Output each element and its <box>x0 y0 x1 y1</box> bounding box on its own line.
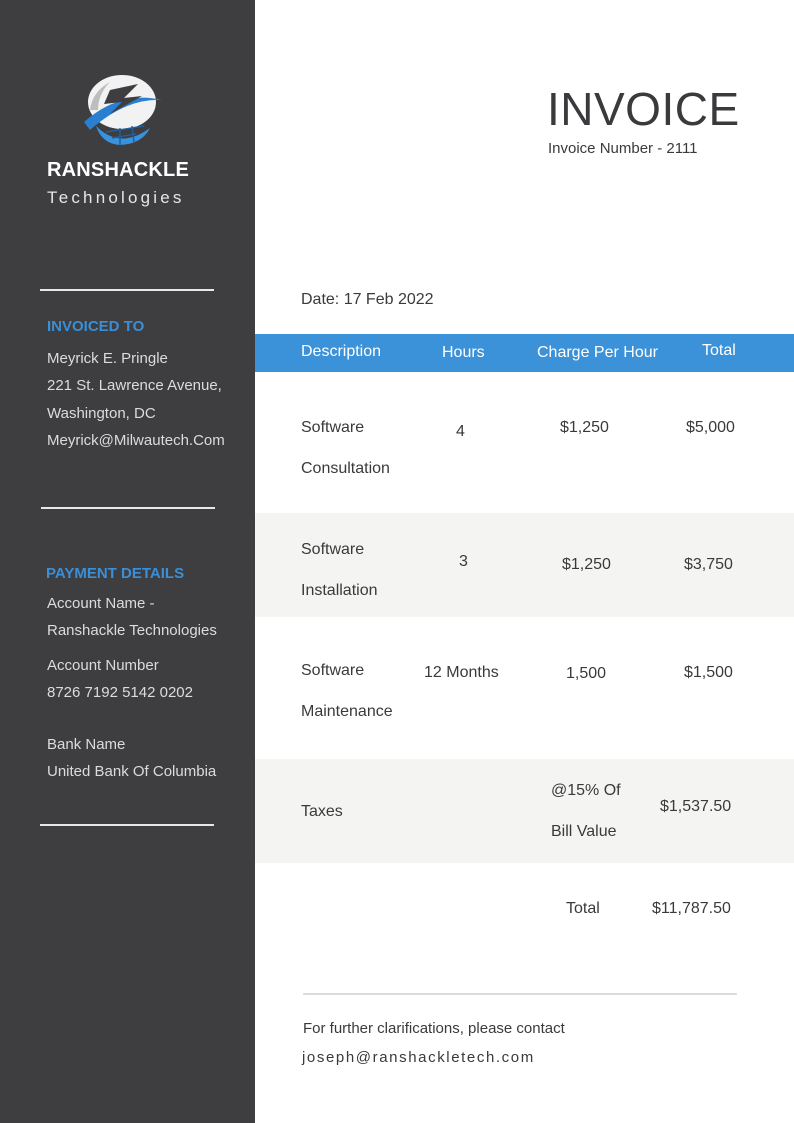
company-subtitle: Technologies <box>47 188 185 207</box>
table-header <box>255 334 794 372</box>
taxes-charge-line2: Bill Value <box>551 823 617 840</box>
row-charge: $1,250 <box>560 419 609 436</box>
divider <box>40 824 214 826</box>
grand-total-value: $11,787.50 <box>652 900 731 917</box>
payment-details-heading: PAYMENT DETAILS <box>46 565 185 582</box>
divider <box>40 289 214 291</box>
taxes-charge-line1: @15% Of <box>551 782 621 799</box>
footer-note: For further clarifications, please contact <box>303 1020 565 1037</box>
row-hours: 4 <box>456 423 465 440</box>
invoice-date: Date: 17 Feb 2022 <box>301 291 434 308</box>
row-description-line2: Consultation <box>301 460 390 477</box>
company-name: RANSHACKLE <box>47 159 189 181</box>
taxes-total: $1,537.50 <box>660 798 732 815</box>
account-number: 8726 7192 5142 0202 <box>47 684 193 701</box>
row-total: $5,000 <box>686 419 735 436</box>
row-description-line2: Maintenance <box>301 703 393 720</box>
row-description-line2: Installation <box>301 582 378 599</box>
invoice-number: Invoice Number - 2111 <box>548 140 698 157</box>
row-description-line1: Software <box>301 419 365 436</box>
row-hours: 3 <box>459 553 468 570</box>
client-email[interactable]: Meyrick@Milwautech.Com <box>47 432 225 449</box>
bank-name-label: Bank Name <box>47 736 126 753</box>
account-number-label: Account Number <box>47 657 159 674</box>
divider <box>41 507 215 509</box>
header-charge: Charge Per Hour <box>537 344 658 361</box>
row-description-line1: Software <box>301 662 365 679</box>
row-description-line1: Software <box>301 541 365 558</box>
row-hours: 12 Months <box>424 664 499 681</box>
footer-divider <box>303 993 737 995</box>
invoiced-to-heading: INVOICED TO <box>47 318 145 335</box>
grand-total-label: Total <box>566 900 600 917</box>
row-total: $3,750 <box>684 556 733 573</box>
sidebar <box>0 0 255 1123</box>
taxes-label: Taxes <box>301 803 343 820</box>
row-charge: $1,250 <box>562 556 611 573</box>
invoice-title: INVOICE <box>547 83 740 135</box>
client-address-line2: Washington, DC <box>47 405 156 422</box>
account-name: Ranshackle Technologies <box>47 622 217 639</box>
bank-name: United Bank Of Columbia <box>47 763 217 780</box>
header-description: Description <box>301 343 382 360</box>
row-charge: 1,500 <box>566 665 607 682</box>
company-logo-icon <box>76 70 164 146</box>
client-name: Meyrick E. Pringle <box>47 350 168 367</box>
row-total: $1,500 <box>684 664 733 681</box>
account-name-label: Account Name - <box>47 595 155 612</box>
header-total: Total <box>702 342 736 359</box>
header-hours: Hours <box>442 344 485 361</box>
contact-email[interactable]: joseph@ranshackletech.com <box>302 1049 535 1066</box>
client-address-line1: 221 St. Lawrence Avenue, <box>47 377 222 394</box>
